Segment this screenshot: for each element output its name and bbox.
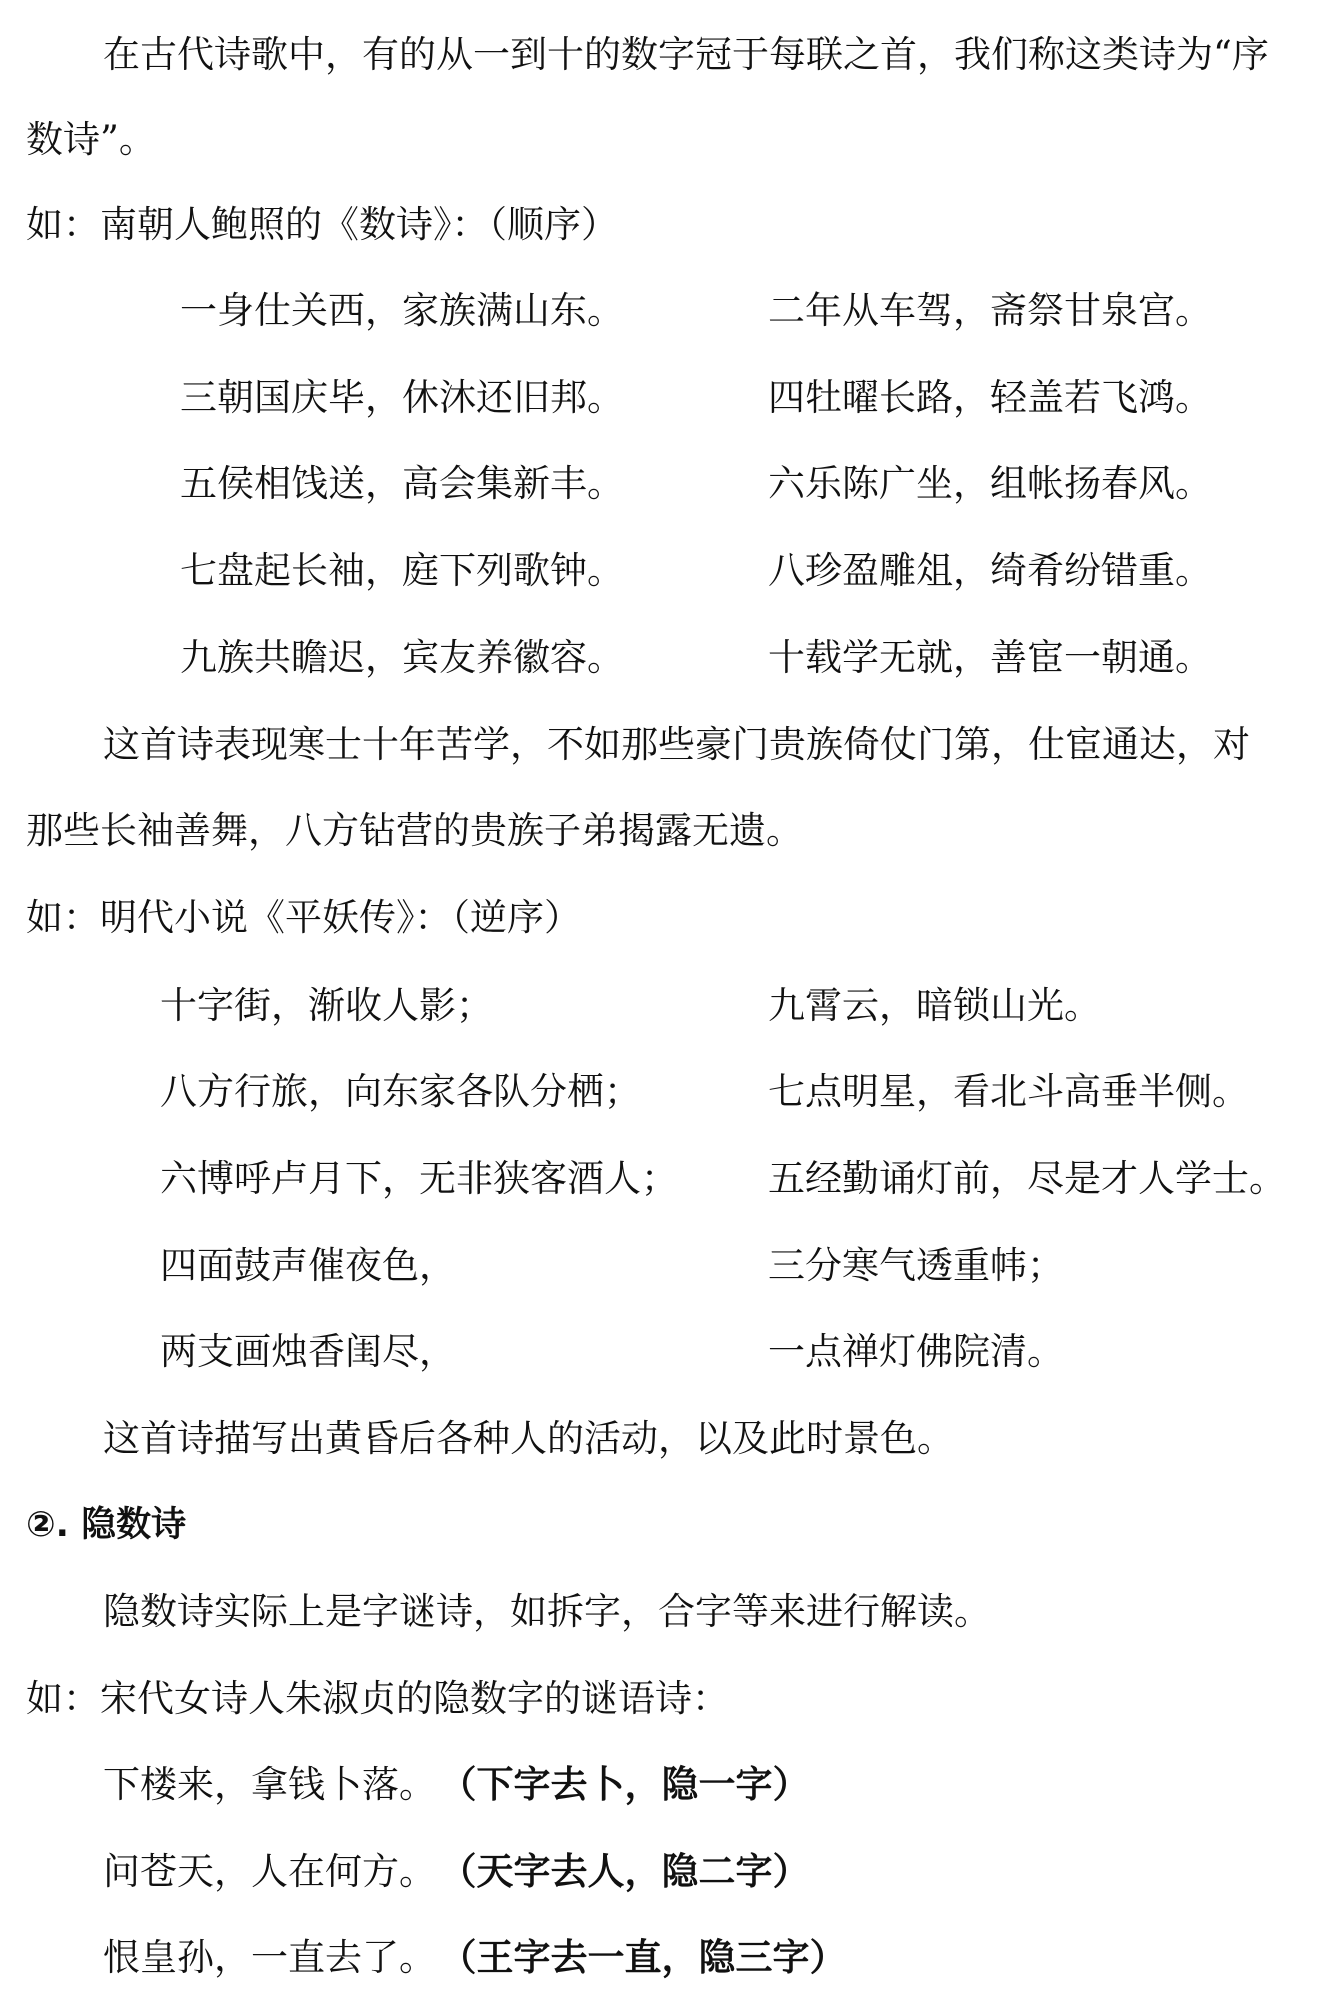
poem2-right: 七点明星，看北斗高垂半侧。 [768,1070,1249,1113]
example2-comment: 这首诗描写出黄昏后各种人的活动，以及此时景色。 [103,1417,954,1460]
poem1-right: 六乐陈广坐，组帐扬春风。 [768,462,1212,505]
section2-label: 如：宋代女诗人朱淑贞的隐数字的谜语诗： [26,1677,729,1720]
section2-description: 隐数诗实际上是字谜诗，如拆字，合字等来进行解读。 [103,1590,991,1633]
intro-line-2: 数诗”。 [26,118,156,161]
riddle-text: 恨皇孙，一直去了。 [103,1936,436,1979]
riddle-line [103,1936,847,1980]
riddle-note: （天字去人，隐二字） [458,1850,810,1893]
riddle-text: 问苍天，人在何方。 [103,1850,436,1893]
poem2-left: 两支画烛香闺尽， [160,1330,456,1373]
poem1-left: 一身仕关西，家族满山东。 [180,289,624,332]
example1-label: 如：南朝人鲍照的《数诗》：（顺序） [26,203,618,246]
riddle-note: （下字去卜，隐一字） [458,1763,810,1806]
poem2-left: 六博呼卢月下，无非狭客酒人； [160,1157,678,1200]
poem1-left: 九族共瞻迟，宾友养徽容。 [180,636,624,679]
example1-comment-line-1: 这首诗表现寒士十年苦学，不如那些豪门贵族倚仗门第，仕宦通达，对 [103,723,1250,766]
poem2-left: 十字街，渐收人影； [160,984,493,1027]
poem1-right: 八珍盈雕俎，绮肴纷错重。 [768,549,1212,592]
poem2-right: 九霄云，暗锁山光。 [768,984,1101,1027]
poem1-left: 七盘起长袖，庭下列歌钟。 [180,549,624,592]
example2-label: 如：明代小说《平妖传》：（逆序） [26,896,581,939]
poem1-right: 二年从车驾，斋祭甘泉宫。 [768,289,1212,332]
poem2-right: 五经勤诵灯前，尽是才人学士。 [768,1157,1286,1200]
poem2-right: 一点禅灯佛院清。 [768,1330,1064,1373]
poem1-right: 十载学无就，善宦一朝通。 [768,636,1212,679]
example1-comment-line-2: 那些长袖善舞，八方钻营的贵族子弟揭露无遗。 [26,809,803,852]
riddle-line [103,1763,810,1807]
poem2-left: 八方行旅，向东家各队分栖； [160,1070,641,1113]
poem1-right: 四牡曜长路，轻盖若飞鸿。 [768,376,1212,419]
poem1-left: 三朝国庆毕，休沐还旧邦。 [180,376,624,419]
poem2-right: 三分寒气透重帏； [768,1244,1064,1287]
riddle-line [103,1850,810,1894]
poem1-left: 五侯相饯送，高会集新丰。 [180,462,624,505]
riddle-note: （王字去一直，隐三字） [458,1936,847,1979]
intro-line-1: 在古代诗歌中，有的从一到十的数字冠于每联之首，我们称这类诗为“序 [103,33,1269,76]
poem2-left: 四面鼓声催夜色， [160,1244,456,1287]
section2-heading: ②. 隐数诗 [26,1505,187,1545]
riddle-text: 下楼来，拿钱卜落。 [103,1763,436,1806]
